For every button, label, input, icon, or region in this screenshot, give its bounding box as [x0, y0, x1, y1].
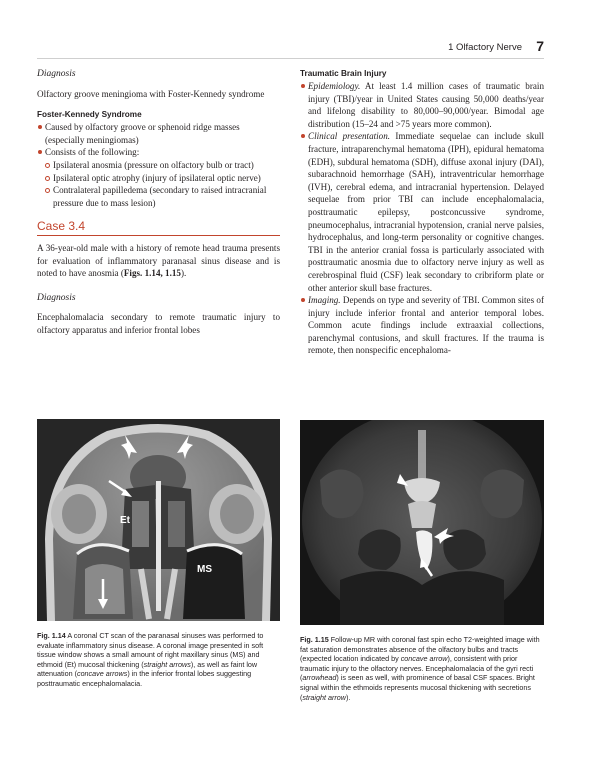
foster-kennedy-heading: Foster-Kennedy Syndrome — [37, 110, 142, 120]
figure-ct-image — [37, 419, 280, 621]
list-item — [37, 146, 280, 209]
right-column — [300, 68, 544, 357]
caption-text: ) in the inferior frontal lobes suggesting posttraumatic encephalomalacia. — [37, 669, 252, 688]
caption-italic: arrowhead — [302, 673, 337, 683]
figure-caption-1-15 — [300, 635, 544, 702]
running-header — [37, 38, 544, 59]
caption-text: ) is seen as well, with prominence of basal CSF spaces. Bright signal within the ethmoids represents mucosal thickening with secretions ( — [300, 673, 535, 702]
label-ms: MS — [197, 564, 212, 575]
sub-list-item: Contralateral papilledema (secondary to raised intracranial pressure due to mass lesion) — [37, 184, 280, 209]
caption-italic: straight arrows — [143, 659, 191, 669]
caption-italic: concave arrows — [76, 669, 128, 679]
list-item-text: Consists of the following: — [45, 147, 140, 158]
case-heading: Case 3.4 — [37, 220, 280, 236]
case-text-end: ). — [180, 268, 187, 279]
foster-kennedy-list — [37, 121, 280, 209]
ct-scan-graphic — [37, 419, 280, 621]
list-item: Caused by olfactory groove or sphenoid ridge masses (especially meningiomas) — [37, 121, 280, 146]
figure-caption-1-14 — [37, 631, 281, 689]
left-column — [37, 68, 280, 337]
list-item-epidemiology — [300, 80, 544, 130]
sub-list-item: Ipsilateral anosmia (pressure on olfactory bulb or tract) — [37, 159, 280, 172]
figure-reference: Figs. 1.14, 1.15 — [123, 268, 181, 279]
sub-list — [37, 159, 280, 209]
item-text: Depends on type and severity of TBI. Common sites of injury include inferior frontal and anterior temporal lobes. Common acute findings include extraaxial collections, parenchymal contusions, and skull fractures. If the trauma is remote, then nonspecific encephaloma- — [308, 295, 544, 356]
caption-text: ), as well as faint low attenuation ( — [37, 659, 258, 679]
list-item-imaging — [300, 294, 544, 357]
item-lead: Epidemiology. — [308, 81, 361, 91]
diagnosis-heading-2: Diagnosis — [37, 292, 76, 303]
caption-label: Fig. 1.15 — [300, 635, 329, 644]
tbi-list — [300, 80, 544, 357]
label-et: Et — [120, 515, 130, 526]
caption-text: ), consistent with prior traumatic injury to the olfactory nerves. Encephalomalacia of the gyri recti ( — [300, 654, 534, 683]
diagnosis-text: Olfactory groove meningioma with Foster-Kennedy syndrome — [37, 88, 265, 99]
mr-scan-graphic — [300, 420, 544, 625]
item-text: At least 1.4 million cases of traumatic brain injury (TBI)/year in United States causing 50,000 deaths/year and lifelong disability to 80,000–90,000/year. Bimodal age distribution (15–24 and >75 years more common). — [308, 81, 544, 129]
page-number: 7 — [536, 38, 544, 54]
diagnosis-heading: Diagnosis — [37, 69, 76, 79]
item-text: Immediate sequelae can include skull fracture, intraparenchymal hematoma (IPH), epidural hematoma (EDH), subdural hematoma (SDH), diffuse axonal injury (DAI), subarachnoid hemorrhage (SAH), intraventricular hemorrhage (IVH), cerebral edema, and intracranial hypertension. Delayed sequelae from prior TBI can include encephalomalacia, posttraumatic epilepsy, postconcussive syndrome, pneumocephalus, intracranial hypotension, cranial nerve palsies, hydrocephalus, and long-term personality or cognitive changes. TBI in the anterior cranial fossa is particularly associated with posttraumatic anosmia due to olfactory nerve injury as well as cerebrospinal fluid (CSF) leak secondary to cribriform plate or other anterior skull base fractures. — [308, 131, 544, 293]
item-lead: Clinical presentation. — [308, 131, 391, 142]
caption-italic: straight arrow — [302, 692, 346, 702]
diagnosis-text-2: Encephalomalacia secondary to remote traumatic injury to olfactory apparatus and inferior frontal lobes — [37, 312, 280, 335]
case-text-body: A 36-year-old male with a history of remote head trauma presents for evaluation of inflammatory paranasal sinus disease and is noted to have anosmia ( — [37, 242, 280, 279]
figure-mr-image — [300, 420, 544, 625]
case-text — [37, 242, 280, 280]
caption-italic: concave arrow — [400, 654, 448, 664]
caption-label: Fig. 1.14 — [37, 631, 66, 640]
chapter-title: 1 Olfactory Nerve — [448, 42, 522, 53]
caption-text: A coronal CT scan of the paranasal sinuses was performed to evaluate inflammatory sinus disease. A coronal image presented in soft tissue window shows a small amount of right maxillary sinus (MS) and ethmoid (Et) mucosal thickening ( — [37, 631, 264, 669]
caption-text: ). — [345, 692, 351, 702]
caption-text: Follow-up MR with coronal fast spin echo T2-weighted image with fat saturation demonstrates absence of the olfactory bulbs and tracts (expected location indicated by — [300, 635, 540, 664]
tbi-heading: Traumatic Brain Injury — [300, 69, 387, 78]
list-item-clinical — [300, 130, 544, 294]
sub-list-item: Ipsilateral optic atrophy (injury of ipsilateral optic nerve) — [37, 172, 280, 185]
item-lead: Imaging. — [308, 295, 341, 306]
